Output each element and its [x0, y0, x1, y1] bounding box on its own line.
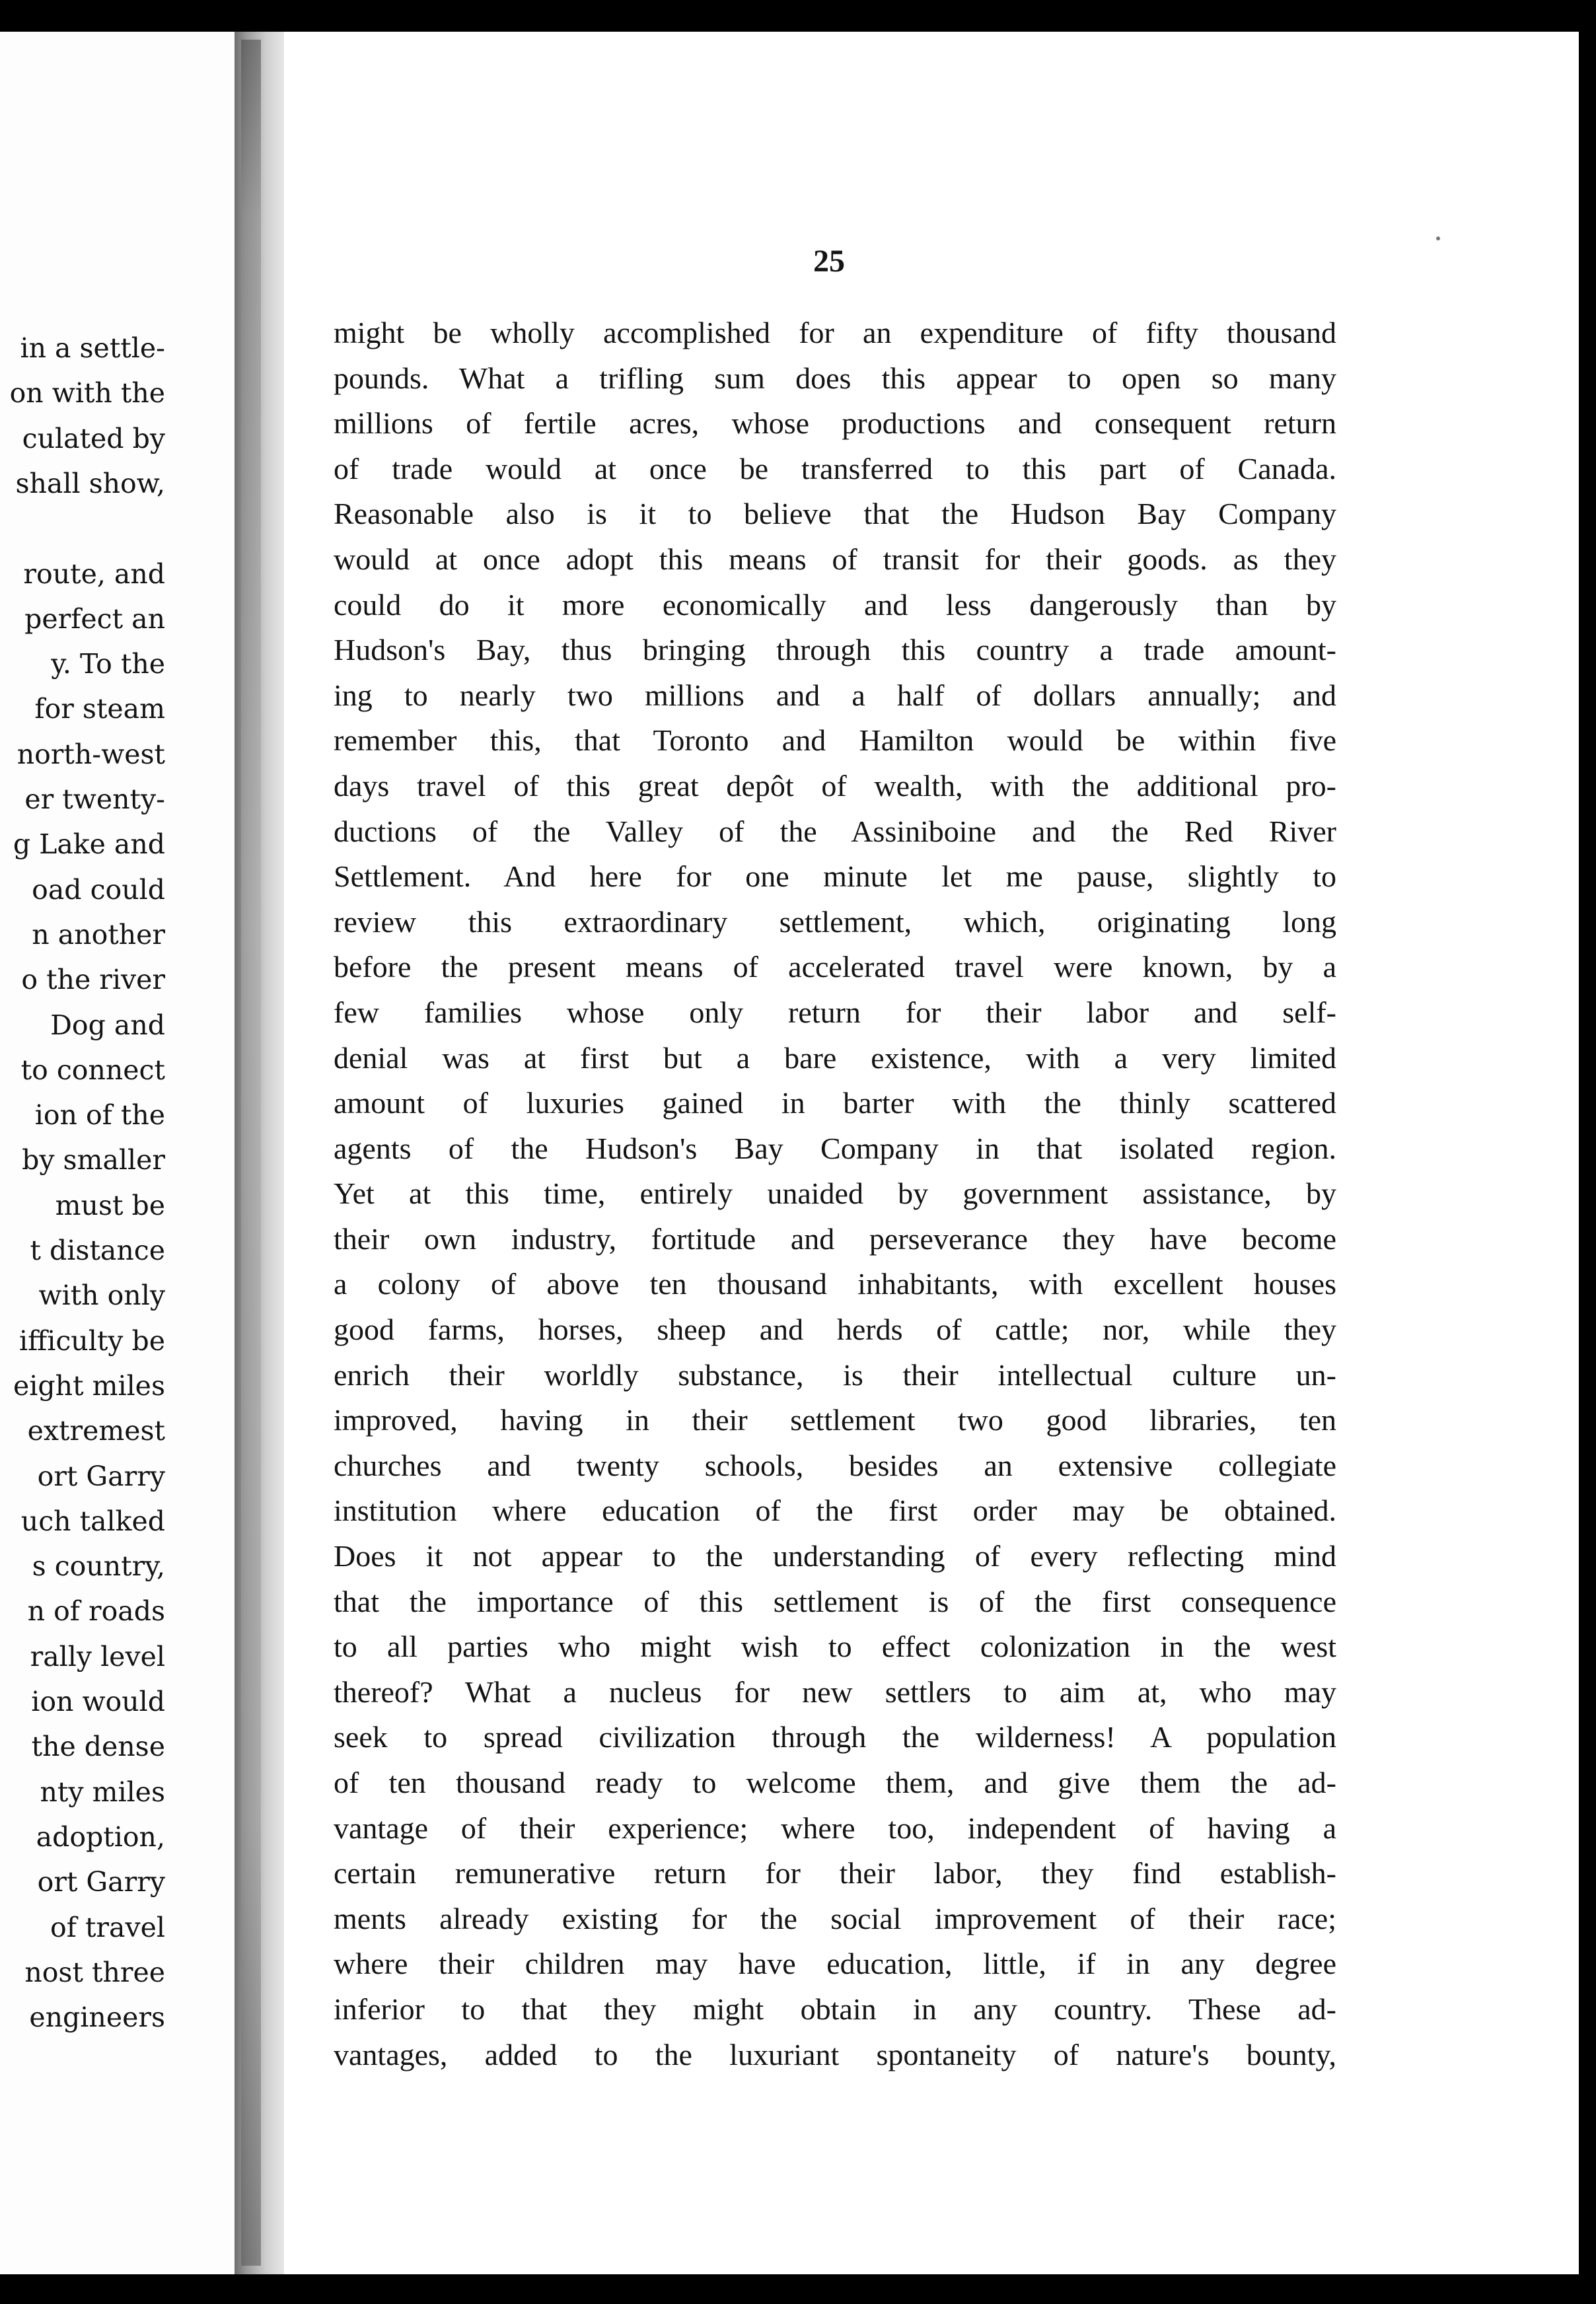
- body-line: institution where education of the first order may be obtained.: [334, 1494, 1336, 1528]
- body-line: could do it more economically and less dangerously than by: [334, 587, 1336, 622]
- left-page-line: perfect an: [24, 602, 165, 635]
- left-page-line: rally level: [30, 1640, 165, 1673]
- body-line: review this extraordinary settlement, which, originating long: [334, 904, 1336, 939]
- left-page-line: ort Garry: [37, 1866, 165, 1898]
- left-page-line: er twenty-: [24, 783, 165, 815]
- body-line: their own industry, fortitude and perseverance they have become: [334, 1221, 1336, 1256]
- body-line: Hudson's Bay, thus bringing through this country a trade amount-: [334, 633, 1336, 667]
- left-page-line: n another: [32, 918, 165, 951]
- left-page-line: engineers: [29, 2001, 165, 2034]
- left-page: [0, 32, 239, 2274]
- left-page-line: t distance: [30, 1235, 165, 1266]
- body-line: certain remunerative return for their labor, they find establish-: [334, 1856, 1336, 1890]
- left-page-line: of travel: [50, 1911, 165, 1943]
- left-page-line: culated by: [22, 422, 165, 454]
- body-line: improved, having in their settlement two good libraries, ten: [334, 1403, 1336, 1437]
- body-line: might be wholly accomplished for an expenditure of fifty thousand: [334, 316, 1336, 349]
- body-line: seek to spread civilization through the wilderness! A population: [334, 1720, 1336, 1754]
- body-line: inferior to that they might obtain in any country. These ad-: [334, 1992, 1336, 2026]
- left-page-line: n of roads: [27, 1595, 165, 1628]
- left-page-line: Dog and: [50, 1009, 165, 1041]
- body-line: ing to nearly two millions and a half of dollars annually; and: [334, 678, 1336, 712]
- body-line: pounds. What a trifling sum does this appear to open so many: [334, 361, 1336, 395]
- left-page-line: ion would: [31, 1686, 165, 1717]
- left-page-line: y. To the: [51, 648, 165, 680]
- body-line: thereof? What a nucleus for new settlers to aim at, who may: [334, 1674, 1336, 1709]
- body-line: remember this, that Toronto and Hamilton would be within five: [334, 723, 1336, 758]
- body-line: enrich their worldly substance, is their intellectual culture un-: [334, 1357, 1336, 1392]
- body-line: agents of the Hudson's Bay Company in that isolated region.: [334, 1131, 1336, 1165]
- body-line: vantages, added to the luxuriant spontaneity of nature's bounty,: [334, 2037, 1336, 2071]
- left-page-line: with only: [38, 1279, 165, 1312]
- body-line: days travel of this great depôt of wealth, with the additional pro-: [334, 768, 1336, 803]
- body-line: amount of luxuries gained in barter with the thinly scattered: [334, 1086, 1336, 1120]
- page-number: 25: [813, 244, 845, 279]
- body-text: [334, 310, 1336, 2077]
- body-line: churches and twenty schools, besides an extensive collegiate: [334, 1448, 1336, 1482]
- left-page-line: ort Garry: [37, 1460, 165, 1492]
- paper-speck: [1436, 236, 1440, 240]
- body-line: denial was at first but a bare existence, with a very limited: [334, 1040, 1336, 1075]
- left-page-line: adoption,: [36, 1820, 165, 1853]
- body-line: would at once adopt this means of transit for their goods. as they: [334, 542, 1336, 576]
- left-page-line: for steam: [34, 693, 165, 725]
- left-page-line: extremest: [27, 1415, 165, 1447]
- left-page-line: the dense: [31, 1731, 165, 1763]
- left-page-line: o the river: [21, 964, 165, 996]
- left-page-line: on with the: [9, 377, 165, 410]
- body-line: millions of fertile acres, whose productions and consequent return: [334, 406, 1336, 441]
- left-page-line: north-west: [17, 738, 165, 770]
- left-page-line: in a settle-: [20, 332, 165, 364]
- left-page-line: nty miles: [40, 1776, 165, 1808]
- left-page-line: must be: [55, 1189, 165, 1221]
- body-line: before the present means of accelerated travel were known, by a: [334, 950, 1336, 984]
- left-page-line: shall show,: [15, 467, 165, 499]
- body-line: good farms, horses, sheep and herds of cattle; nor, while they: [334, 1313, 1336, 1347]
- body-line: Reasonable also is it to believe that the Hudson Bay Company: [334, 497, 1336, 531]
- left-page-line: eight miles: [13, 1369, 165, 1402]
- left-page-line: g Lake and: [13, 828, 165, 861]
- gutter-shadow: [241, 40, 261, 2266]
- left-page-line: uch talked: [20, 1505, 165, 1537]
- body-line: where their children may have education, little, if in any degree: [334, 1947, 1336, 1981]
- left-page-line: to connect: [20, 1054, 165, 1086]
- body-line: vantage of their experience; where too, independent of having a: [334, 1811, 1336, 1845]
- scan-edge: [1579, 0, 1596, 2304]
- left-page-line: ion of the: [34, 1099, 165, 1132]
- left-page-line: nost three: [24, 1956, 165, 1988]
- left-page-line: route, and: [23, 558, 165, 590]
- body-line: of trade would at once be transferred to this part of Canada.: [334, 451, 1336, 486]
- left-page-line: ifficulty be: [18, 1324, 165, 1357]
- body-line: Settlement. And here for one minute let me pause, slightly to: [334, 859, 1336, 894]
- left-page-line: s country,: [32, 1550, 165, 1583]
- body-line: that the importance of this settlement is of the first consequence: [334, 1584, 1336, 1618]
- body-line: few families whose only return for their labor and self-: [334, 995, 1336, 1029]
- body-line: ductions of the Valley of the Assiniboine and the Red River: [334, 814, 1336, 848]
- body-line: ments already existing for the social improvement of their race;: [334, 1901, 1336, 1935]
- body-line: Yet at this time, entirely unaided by government assistance, by: [334, 1176, 1336, 1211]
- body-line: to all parties who might wish to effect colonization in the west: [334, 1630, 1336, 1664]
- left-page-line: oad could: [32, 873, 165, 906]
- body-line: a colony of above ten thousand inhabitants, with excellent houses: [334, 1267, 1336, 1301]
- left-page-line: by smaller: [22, 1144, 165, 1176]
- body-line: Does it not appear to the understanding of every reflecting mind: [334, 1539, 1336, 1573]
- body-line: of ten thousand ready to welcome them, and give them the ad-: [334, 1766, 1336, 1799]
